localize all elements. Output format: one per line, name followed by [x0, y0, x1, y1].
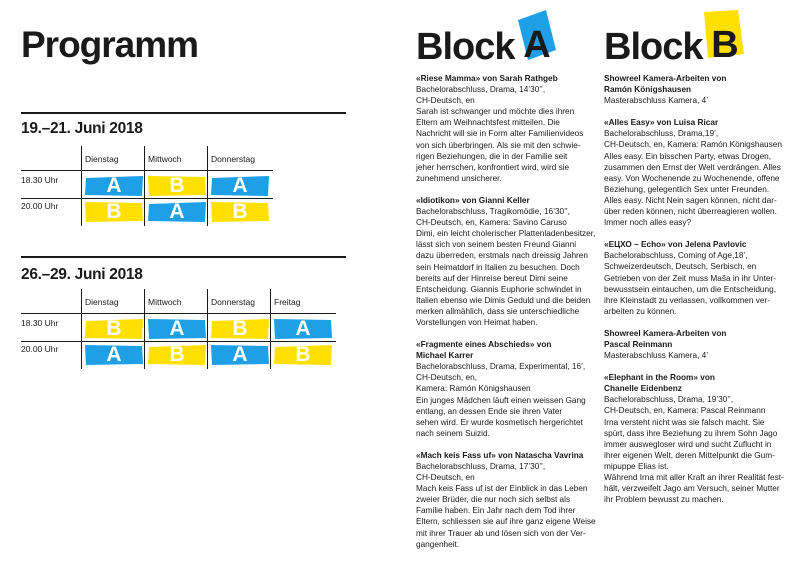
day-label: Dienstag: [85, 154, 119, 164]
block-a-heading: [416, 24, 556, 74]
film-entry: [416, 195, 598, 328]
block-cell-a: [148, 319, 206, 339]
grid-hline: [21, 198, 273, 199]
block-b-badge: [704, 10, 744, 66]
film-title: «Riese Mamma» von Sarah Rathgeb: [416, 74, 558, 83]
block-cell-letter: A: [106, 176, 122, 196]
grid-vline: [81, 289, 82, 369]
block-a-word: Block: [416, 26, 515, 68]
grid-vline: [207, 289, 208, 369]
block-cell-b: [274, 345, 332, 365]
block-cell-b: [211, 319, 269, 339]
film-text: Entscheidung. Giannis Euphorie schwindet in: [416, 284, 582, 294]
film-text: Eltern am Weihnachtsfest mitteilen. Die: [416, 118, 560, 128]
film-title: Michael Karrer: [416, 351, 474, 361]
film-text: CH-Deutsch, en, Kamera: Pascal Reinmann: [604, 406, 766, 416]
film-text: mipuppe Elias ist.: [604, 461, 669, 471]
film-text: Immer noch alles easy?: [604, 218, 692, 228]
film-text: zweier Brüder, die nur noch sich selbst als: [416, 495, 571, 505]
film-text: Dimi, ein leicht cholerischer Plattenladenbesitzer,: [416, 229, 596, 239]
film-entry: [604, 372, 786, 505]
film-text: spürt, dass ihre Beziehung zu ihrem Sohn Jago: [604, 428, 778, 438]
film-text: Bachelorabschluss, Tragikomödie, 16’30’’,: [416, 207, 570, 217]
film-text: Kamera: Ramón Königshausen: [416, 384, 531, 394]
film-title: Showreel Kamera-Arbeiten von: [604, 328, 727, 338]
block-b-list: [604, 73, 786, 516]
week2-date: 26.–29. Juni 2018: [21, 266, 143, 283]
block-a-list: [416, 73, 598, 561]
film-text: ihrer eigenen Welt, deren Mittelpunkt die Gum-: [604, 450, 775, 460]
block-b-word: Block: [604, 26, 703, 68]
film-text: Nachricht will sie in Form alter Familienvideos: [416, 129, 584, 139]
film-text: Beziehung, gelegentlich Sex unter Freunden.: [604, 184, 770, 194]
film-title: Ramón Königshausen: [604, 85, 692, 95]
grid-vline: [270, 289, 271, 369]
film-text: Sarah ist schwanger und möchte dies ihren: [416, 107, 575, 117]
film-text: jeher herrschen, konfrontiert wird, wird sie: [416, 162, 570, 172]
film-text: sein Heimatdorf in Italien zu besuchen. Doch: [416, 262, 580, 272]
film-text: immer auswegloser wird und sucht Zuflucht in: [604, 439, 772, 449]
film-title: «ЕЦХО – Echo» von Jelena Pavlovic: [604, 240, 747, 250]
film-title: Pascal Reinmann: [604, 339, 673, 349]
block-cell-b: [148, 176, 206, 196]
time-label: 20.00 Uhr: [21, 344, 59, 354]
day-label: Mittwoch: [148, 297, 182, 307]
film-entry: [416, 73, 598, 184]
day-label: Dienstag: [85, 297, 119, 307]
block-cell-letter: A: [295, 319, 311, 339]
grid-hline: [21, 341, 336, 342]
film-text: merken allmählich, dass sie unterschiedliche: [416, 306, 580, 316]
block-b-letter: B: [711, 24, 738, 66]
block-cell-letter: B: [169, 345, 185, 365]
film-text: rigen Beziehungen, die in der Familie seit: [416, 151, 568, 161]
block-a-letter: A: [523, 24, 550, 66]
block-b-heading: [604, 24, 744, 74]
film-text: CH-Deutsch, en: [416, 473, 475, 483]
grid-vline: [144, 146, 145, 226]
block-cell-b: [85, 319, 143, 339]
film-text: CH-Deutsch, en, Kamera: Savino Caruso: [416, 218, 567, 228]
film-text: Bachelorabschluss, Drama, 19’30’’,: [604, 395, 734, 405]
grid-hline: [21, 170, 273, 171]
film-text: Alles easy. Nicht Nein sagen können, nicht dar-: [604, 195, 777, 205]
film-text: Bachelorabschluss, Drama,19’,: [604, 129, 719, 139]
divider: [21, 256, 346, 258]
block-cell-a: [85, 345, 143, 365]
film-text: CH-Deutsch, en, Kamera: Ramón Königshausen: [604, 140, 782, 150]
film-title: «Alles Easy» von Luisa Ricar: [604, 118, 719, 128]
film-title: Showreel Kamera-Arbeiten von: [604, 74, 727, 83]
block-cell-letter: B: [232, 319, 248, 339]
film-text: sehen wird. Er wurde kosmetisch hergerichtet: [416, 417, 583, 427]
block-cell-b: [148, 345, 206, 365]
film-entry: [416, 339, 598, 439]
film-text: CH-Deutsch, en,: [416, 373, 477, 383]
grid-vline: [207, 146, 208, 226]
block-cell-b: [211, 202, 269, 222]
day-label: Donnerstag: [211, 297, 255, 307]
block-cell-letter: B: [295, 345, 311, 365]
film-text: mit ihrer Trauer ab und lösen sich von der Ver-: [416, 528, 586, 538]
film-text: bewusstsein eintauchen, um die Entscheidung,: [604, 284, 776, 294]
block-cell-a: [211, 345, 269, 365]
film-title: «Fragmente eines Abschieds» von: [416, 340, 552, 350]
film-text: Getrieben von der Zeit muss Maša in ihr Unter-: [604, 273, 776, 283]
block-cell-letter: B: [106, 319, 122, 339]
film-text: von sich überbringen. Als sie mit den schwie-: [416, 140, 581, 150]
block-a-badge: [516, 10, 556, 66]
day-label: Freitag: [274, 297, 301, 307]
time-label: 18.30 Uhr: [21, 318, 59, 328]
film-text: Irna versteht nicht was sie falsch macht. Sie: [604, 417, 765, 427]
divider: [21, 112, 346, 114]
block-cell-letter: A: [169, 319, 185, 339]
film-title: «Elephant in the Room» von: [604, 373, 715, 383]
film-text: Masterabschluss Kamera, 4’: [604, 351, 709, 361]
page-title: Programm: [21, 24, 199, 65]
time-label: 18.30 Uhr: [21, 175, 59, 185]
block-cell-letter: A: [106, 345, 122, 365]
film-text: Bachelorabschluss, Coming of Age,18’,: [604, 251, 748, 261]
grid-vline: [81, 146, 82, 226]
film-text: Eltern, schliessen sie auf ihre ganz eigene Weise: [416, 517, 596, 527]
film-entry: [604, 73, 786, 106]
film-title: «Idiotikon» von Gianni Keller: [416, 195, 530, 205]
film-text: CH-Deutsch, en: [416, 96, 475, 106]
film-text: easy. Von Wochenende zu Wochenende, offene: [604, 173, 780, 183]
film-text: ihr Problem bewusst zu machen.: [604, 495, 724, 505]
block-cell-a: [148, 202, 206, 222]
film-text: dazu überreden, erstmals nach dreissig Jahren: [416, 251, 588, 261]
film-text: zusammen den Ernst der Welt verdrängen. Alles: [604, 162, 781, 172]
time-label: 20.00 Uhr: [21, 201, 59, 211]
film-text: zunehmend unsicherer.: [416, 173, 502, 183]
block-cell-letter: B: [106, 202, 122, 222]
week1-date: 19.–21. Juni 2018: [21, 120, 143, 137]
block-cell-letter: A: [169, 202, 185, 222]
film-text: entlang, an dessen Ende sie ihren Vater: [416, 406, 563, 416]
film-text: Italien ebenso wie Dimis Geduld und die beiden: [416, 295, 591, 305]
film-text: hält, verzweifelt Jago am Versuch, seiner Mutter: [604, 484, 780, 494]
film-title: Chanelle Eidenbenz: [604, 384, 682, 394]
grid-hline: [21, 313, 336, 314]
film-entry: [604, 117, 786, 228]
film-title: «Mach keis Fass uf» von Natascha Vavrina: [416, 450, 584, 460]
film-text: über reden können, nicht überreagieren wollen.: [604, 207, 777, 217]
film-entry: [416, 450, 598, 550]
day-label: Donnerstag: [211, 154, 255, 164]
film-text: Masterabschluss Kamera, 4’: [604, 96, 709, 106]
film-text: Vorstellungen von Heimat haben.: [416, 317, 538, 327]
film-entry: [604, 239, 786, 317]
film-text: ihre Kleinstadt zu verlassen, vollkommen ver-: [604, 295, 770, 305]
block-cell-letter: A: [232, 176, 248, 196]
film-text: Ein junges Mädchen läuft einen weissen Gang: [416, 395, 586, 405]
film-text: Alles easy. Ein bisschen Party, etwas Drogen,: [604, 151, 772, 161]
block-cell-letter: B: [232, 202, 248, 222]
block-cell-a: [274, 319, 332, 339]
block-cell-letter: B: [169, 176, 185, 196]
film-text: Schweizerdeutsch, Deutsch, Serbisch, en: [604, 262, 757, 272]
film-text: Mach keis Fass uf ist der Einblick in das Leben: [416, 484, 588, 494]
block-cell-a: [85, 176, 143, 196]
day-label: Mittwoch: [148, 154, 182, 164]
film-text: Familie haben. Ein Jahr nach dem Tod ihrer: [416, 506, 576, 516]
film-text: gangenheit.: [416, 539, 460, 549]
block-cell-b: [85, 202, 143, 222]
block-cell-letter: A: [232, 345, 248, 365]
film-text: Bachelorabschluss, Drama, 17’30’’,: [416, 462, 546, 471]
grid-vline: [144, 289, 145, 369]
block-cell-a: [211, 176, 269, 196]
film-text: arbeiten zu können.: [604, 306, 677, 316]
film-text: Während Irna mit aller Kraft an ihrer Realität fest-: [604, 473, 784, 482]
film-entry: [604, 328, 786, 361]
film-text: Bachelorabschluss, Drama, Experimental, 16’,: [416, 362, 586, 372]
film-text: lässt sich von seinem besten Freund Gianni: [416, 240, 577, 250]
film-text: nach seinem Suizid.: [416, 428, 490, 438]
film-text: Bachelorabschluss, Drama, 14’30’’,: [416, 85, 546, 95]
film-text: bereits auf der Hinreise bereut Dimi seine: [416, 273, 568, 283]
